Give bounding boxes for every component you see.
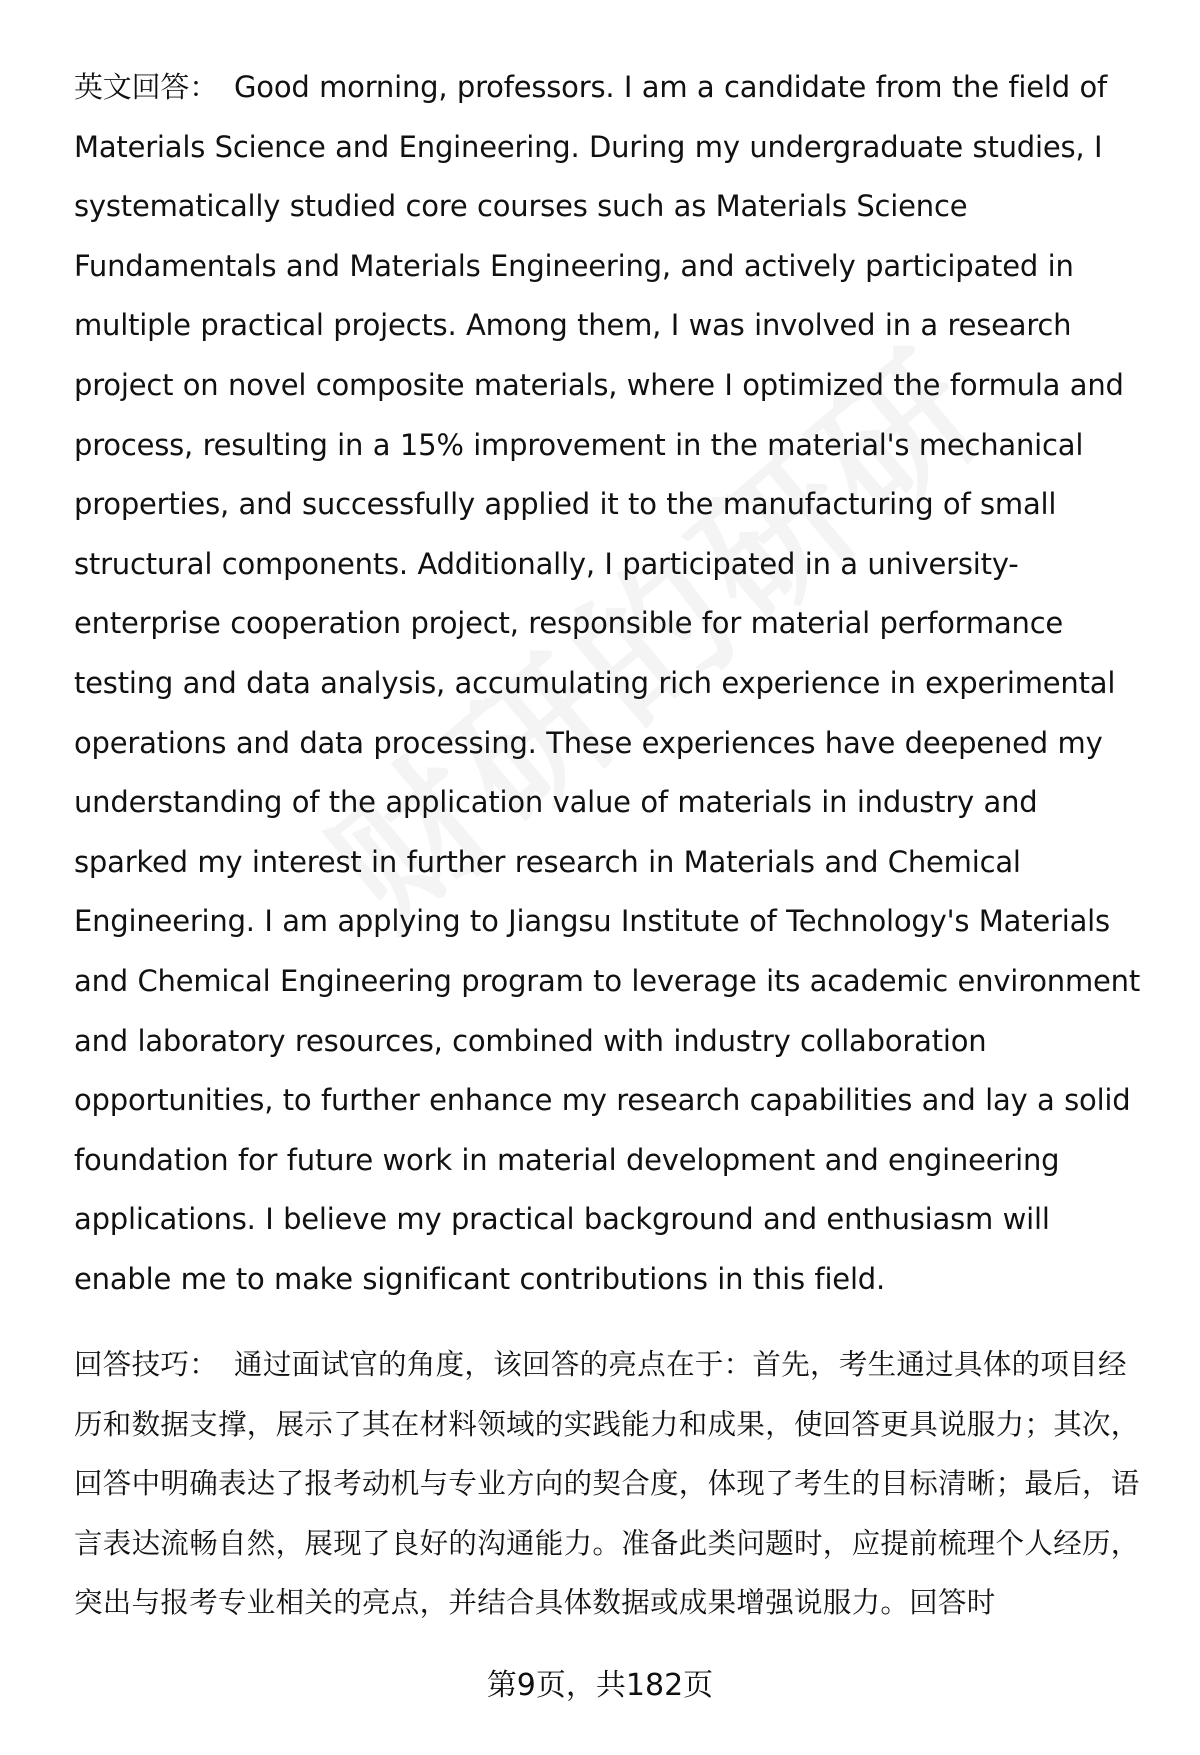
answer-tips-section bbox=[74, 1335, 1154, 1633]
english-answer-section bbox=[74, 58, 1154, 1309]
answer-tips-label: 回答技巧： bbox=[74, 1348, 219, 1381]
english-answer-paragraph bbox=[74, 58, 1154, 1309]
english-answer-label: 英文回答： bbox=[74, 70, 219, 104]
page-number-footer: 第9页，共182页 bbox=[486, 1668, 714, 1703]
english-answer-text: Good morning, professors. I am a candidate from the field of Materials Science and Engineering. During my undergraduate studies, I systematically studied core courses such as Materials Science Fundamentals and Materials Engineering, and actively participated in multiple practical projects. Among them, I was involved in a research project on novel composite materials, where I optimized the formula and process, resulting in a 15% improvement in the material's mechanical properties, and successfully applied it to the manufacturing of small structural components. Additionally, I participated in a university-enterprise cooperation project, responsible for material performance testing and data analysis, accumulating rich experience in experimental operations and data processing. These experiences have deepened my understanding of the application value of materials in industry and sparked my interest in further research in Materials and Chemical Engineering. I am applying to Jiangsu Institute of Technology's Materials and Chemical Engineering program to leverage its academic environment and laboratory resources, combined with industry collaboration opportunities, to further enhance my research capabilities and lay a solid foundation for future work in material development and engineering applications. I believe my practical background and enthusiasm will enable me to make significant contributions in this field. bbox=[74, 70, 1141, 1296]
answer-tips-text: 通过面试官的角度，该回答的亮点在于：首先，考生通过具体的项目经历和数据支撑，展示了其在材料领域的实践能力和成果，使回答更具说服力；其次，回答中明确表达了报考动机与专业方向的契合度，体现了考生的目标清晰；最后，语言表达流畅自然，展现了良好的沟通能力。准备此类问题时，应提前梳理个人经历，突出与报考专业相关的亮点，并结合具体数据或成果增强说服力。回答时 bbox=[74, 1348, 1140, 1619]
answer-tips-paragraph bbox=[74, 1335, 1154, 1633]
